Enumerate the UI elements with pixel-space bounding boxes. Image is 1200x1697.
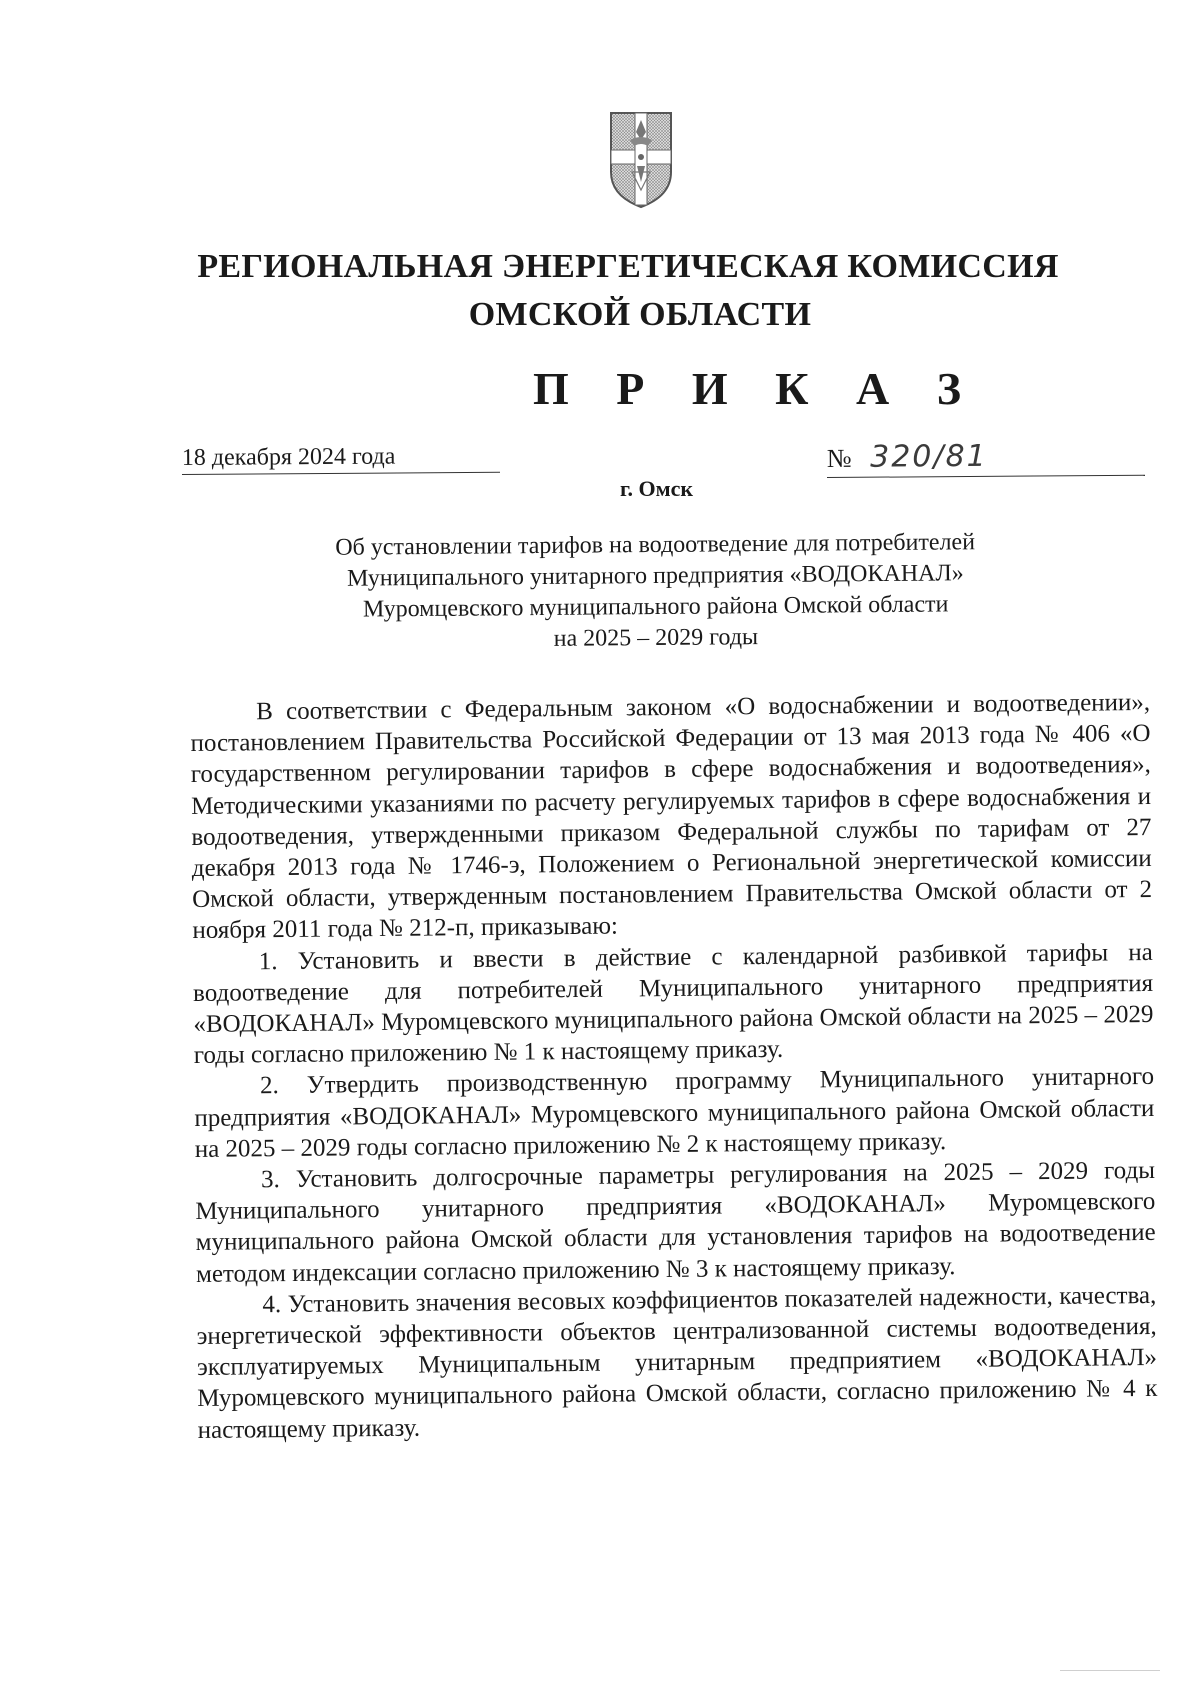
title-line: на 2025 – 2029 годы bbox=[553, 624, 759, 652]
order-city: г. Омск bbox=[620, 476, 694, 501]
org-name-line2: ОМСКОЙ ОБЛАСТИ bbox=[468, 296, 812, 333]
scan-artifact-line bbox=[1060, 1670, 1160, 1671]
org-name-line1: РЕГИОНАЛЬНАЯ ЭНЕРГЕТИЧЕСКАЯ КОМИССИЯ bbox=[197, 248, 1059, 285]
order-body bbox=[190, 687, 1158, 1446]
title-line: Муромцевского муниципального района Омской области bbox=[362, 591, 949, 623]
order-item-2: 2. Утвердить производственную программу Муниципального унитарного предприятия «ВОДОКАНАЛ» Муромцевского муниципального района Омской области на 2025 – 2029 годы согласно приложению № 2 к настоящему приказу. bbox=[194, 1063, 1155, 1163]
number-sign: № bbox=[826, 443, 852, 474]
document-type: П Р И К А З bbox=[533, 363, 980, 414]
title-line: Муниципального унитарного предприятия «ВОДОКАНАЛ» bbox=[346, 560, 964, 592]
coat-of-arms-icon bbox=[608, 110, 674, 210]
order-date: 18 декабря 2024 года bbox=[182, 443, 500, 475]
order-title bbox=[260, 527, 1051, 658]
order-item-3: 3. Установить долгосрочные параметры регулирования на 2025 – 2029 годы Муниципального унитарного предприятия «ВОДОКАНАЛ» Муромцевского муниципального района Омской области для установления тарифов на водоотведение методом индексации согласно приложению № 3 к настоящему приказу. bbox=[195, 1156, 1156, 1288]
order-item-4: 4. Установить значения весовых коэффициентов показателей надежности, качества, энергетической эффективности объектов централизованной системы водоотведения, эксплуатируемых Муниципальным унитарным предприятием «ВОДОКАНАЛ» Муромцевского муниципального района Омской области, согласно приложению № 4 к настоящему приказу. bbox=[196, 1281, 1158, 1444]
order-number-handwritten: 320/81 bbox=[870, 438, 988, 475]
order-number bbox=[827, 438, 1145, 478]
order-item-1: 1. Установить и ввести в действие с календарной разбивкой тарифы на водоотведение для потребителей Муниципального унитарного предприятия «ВОДОКАНАЛ» Муромцевского муниципального района Омской области на 2025 – 2029 годы согласно приложению № 1 к настоящему приказу. bbox=[192, 938, 1154, 1070]
preamble-paragraph: В соответствии с Федеральным законом «О водоснабжении и водоотведении», постановлением Правительства Российской Федерации от 13 мая 2013 года № 406 «О государственном регулировании тарифов в сфере водоснабжения и водоотведения», Методическими указаниями по расчету регулируемых тарифов в сфере водоснабжения и водоотведения, утвержденными приказом Федеральной службы по тарифам от 27 декабря 2013 года № 1746-э, Положением о Региональной энергетической комиссии Омской области, утвержденным постановлением Правительства Омской области от 2 ноября 2011 года № 212-п, приказываю: bbox=[190, 688, 1153, 945]
title-line: Об установлении тарифов на водоотведение для потребителей bbox=[335, 529, 976, 561]
